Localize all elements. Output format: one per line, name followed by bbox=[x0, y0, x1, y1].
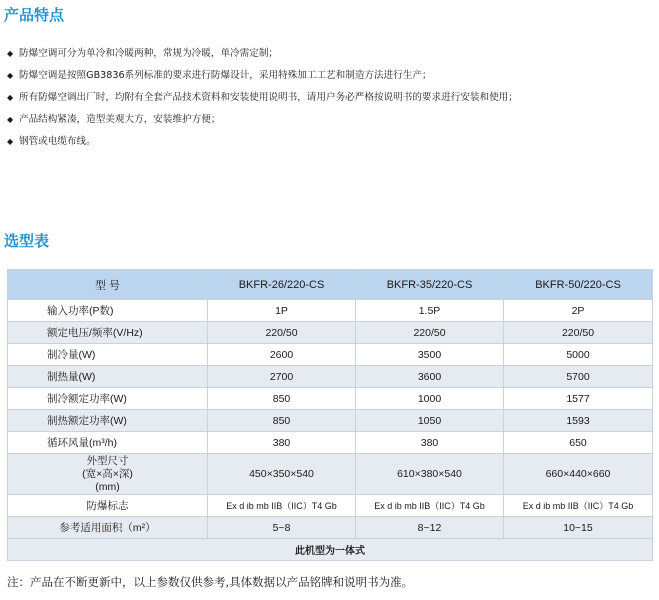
row-label: 制热额定功率(W) bbox=[8, 410, 208, 432]
row-label: 循环风量(m³/h) bbox=[8, 432, 208, 454]
table-cell: 5700 bbox=[504, 366, 653, 388]
table-cell: 1593 bbox=[504, 410, 653, 432]
row-label-line: 外型尺寸 bbox=[86, 454, 129, 467]
table-cell: 850 bbox=[208, 410, 356, 432]
diamond-bullet-icon: ◆ bbox=[7, 71, 14, 80]
table-cell: 220/50 bbox=[504, 322, 653, 344]
features-title: 产品特点 bbox=[4, 6, 65, 24]
selection-table bbox=[7, 269, 653, 561]
table-cell: 2700 bbox=[208, 366, 356, 388]
row-label-line: (mm) bbox=[95, 480, 120, 493]
feature-item bbox=[7, 109, 518, 131]
table-cell: 2600 bbox=[208, 344, 356, 366]
row-label: 参考适用面积（m²） bbox=[8, 517, 208, 539]
feature-item bbox=[7, 43, 518, 65]
table-footer-row bbox=[8, 539, 653, 561]
table-cell: 3500 bbox=[356, 344, 504, 366]
header-model: 型 号 bbox=[8, 270, 208, 300]
feature-text: 所有防爆空调出厂时，均附有全套产品技术资料和安装使用说明书，请用户务必严格按说明书的要求进行安装和使用； bbox=[19, 92, 518, 103]
table-row bbox=[8, 432, 653, 454]
table-cell: 5~8 bbox=[208, 517, 356, 539]
feature-item bbox=[7, 65, 518, 87]
table-cell: 8~12 bbox=[356, 517, 504, 539]
table-cell: 5000 bbox=[504, 344, 653, 366]
row-label: 制冷量(W) bbox=[8, 344, 208, 366]
feature-list bbox=[7, 43, 518, 153]
diamond-bullet-icon: ◆ bbox=[7, 115, 14, 124]
feature-text: 防爆空调可分为单冷和冷暖两种，常规为冷暖，单冷需定制； bbox=[19, 48, 279, 59]
table-cell: Ex d ib mb IIB（IIC）T4 Gb bbox=[208, 495, 356, 517]
header-model-35: BKFR-35/220-CS bbox=[356, 270, 504, 300]
feature-item bbox=[7, 87, 518, 109]
diamond-bullet-icon: ◆ bbox=[7, 49, 14, 58]
table-row bbox=[8, 410, 653, 432]
diamond-bullet-icon: ◆ bbox=[7, 93, 14, 102]
table-cell: 1050 bbox=[356, 410, 504, 432]
table-row bbox=[8, 517, 653, 539]
table-cell: 220/50 bbox=[356, 322, 504, 344]
table-row bbox=[8, 454, 653, 495]
table-cell: 660×440×660 bbox=[504, 454, 653, 495]
table-row bbox=[8, 495, 653, 517]
feature-text: 钢管或电缆布线。 bbox=[19, 136, 96, 147]
feature-text: 防爆空调是按照GB3836系列标准的要求进行防爆设计，采用特殊加工工艺和制造方法进行生产； bbox=[19, 70, 432, 81]
selection-title: 选型表 bbox=[4, 232, 50, 250]
table-cell: 10~15 bbox=[504, 517, 653, 539]
header-model-50: BKFR-50/220-CS bbox=[504, 270, 653, 300]
table-row bbox=[8, 322, 653, 344]
table-cell: 1577 bbox=[504, 388, 653, 410]
table-header-row bbox=[8, 270, 653, 300]
table-cell: 380 bbox=[356, 432, 504, 454]
table-cell: 1.5P bbox=[356, 300, 504, 322]
row-label: 防爆标志 bbox=[8, 495, 208, 517]
table-cell: Ex d ib mb IIB（IIC）T4 Gb bbox=[504, 495, 653, 517]
table-cell: 610×380×540 bbox=[356, 454, 504, 495]
table-row bbox=[8, 366, 653, 388]
feature-item bbox=[7, 131, 518, 153]
table-cell: 3600 bbox=[356, 366, 504, 388]
row-label: 输入功率(P数) bbox=[8, 300, 208, 322]
table-cell: 850 bbox=[208, 388, 356, 410]
table-cell: Ex d ib mb IIB（IIC）T4 Gb bbox=[356, 495, 504, 517]
table-row bbox=[8, 388, 653, 410]
table-cell: 380 bbox=[208, 432, 356, 454]
footnote: 注：产品在不断更新中，以上参数仅供参考,具体数据以产品铭牌和说明书为准。 bbox=[7, 575, 414, 589]
table-cell: 450×350×540 bbox=[208, 454, 356, 495]
table-row bbox=[8, 344, 653, 366]
row-label: 制冷额定功率(W) bbox=[8, 388, 208, 410]
row-label bbox=[8, 454, 208, 495]
diamond-bullet-icon: ◆ bbox=[7, 137, 14, 146]
row-label-line: (宽×高×深) bbox=[82, 467, 133, 480]
table-cell: 1000 bbox=[356, 388, 504, 410]
table-row bbox=[8, 300, 653, 322]
table-footer: 此机型为一体式 bbox=[8, 539, 653, 561]
header-model-26: BKFR-26/220-CS bbox=[208, 270, 356, 300]
row-label: 额定电压/频率(V/Hz) bbox=[8, 322, 208, 344]
feature-text: 产品结构紧凑，造型美观大方，安装维护方便； bbox=[19, 114, 221, 125]
table-cell: 2P bbox=[504, 300, 653, 322]
table-cell: 220/50 bbox=[208, 322, 356, 344]
table-cell: 650 bbox=[504, 432, 653, 454]
table-cell: 1P bbox=[208, 300, 356, 322]
row-label: 制热量(W) bbox=[8, 366, 208, 388]
